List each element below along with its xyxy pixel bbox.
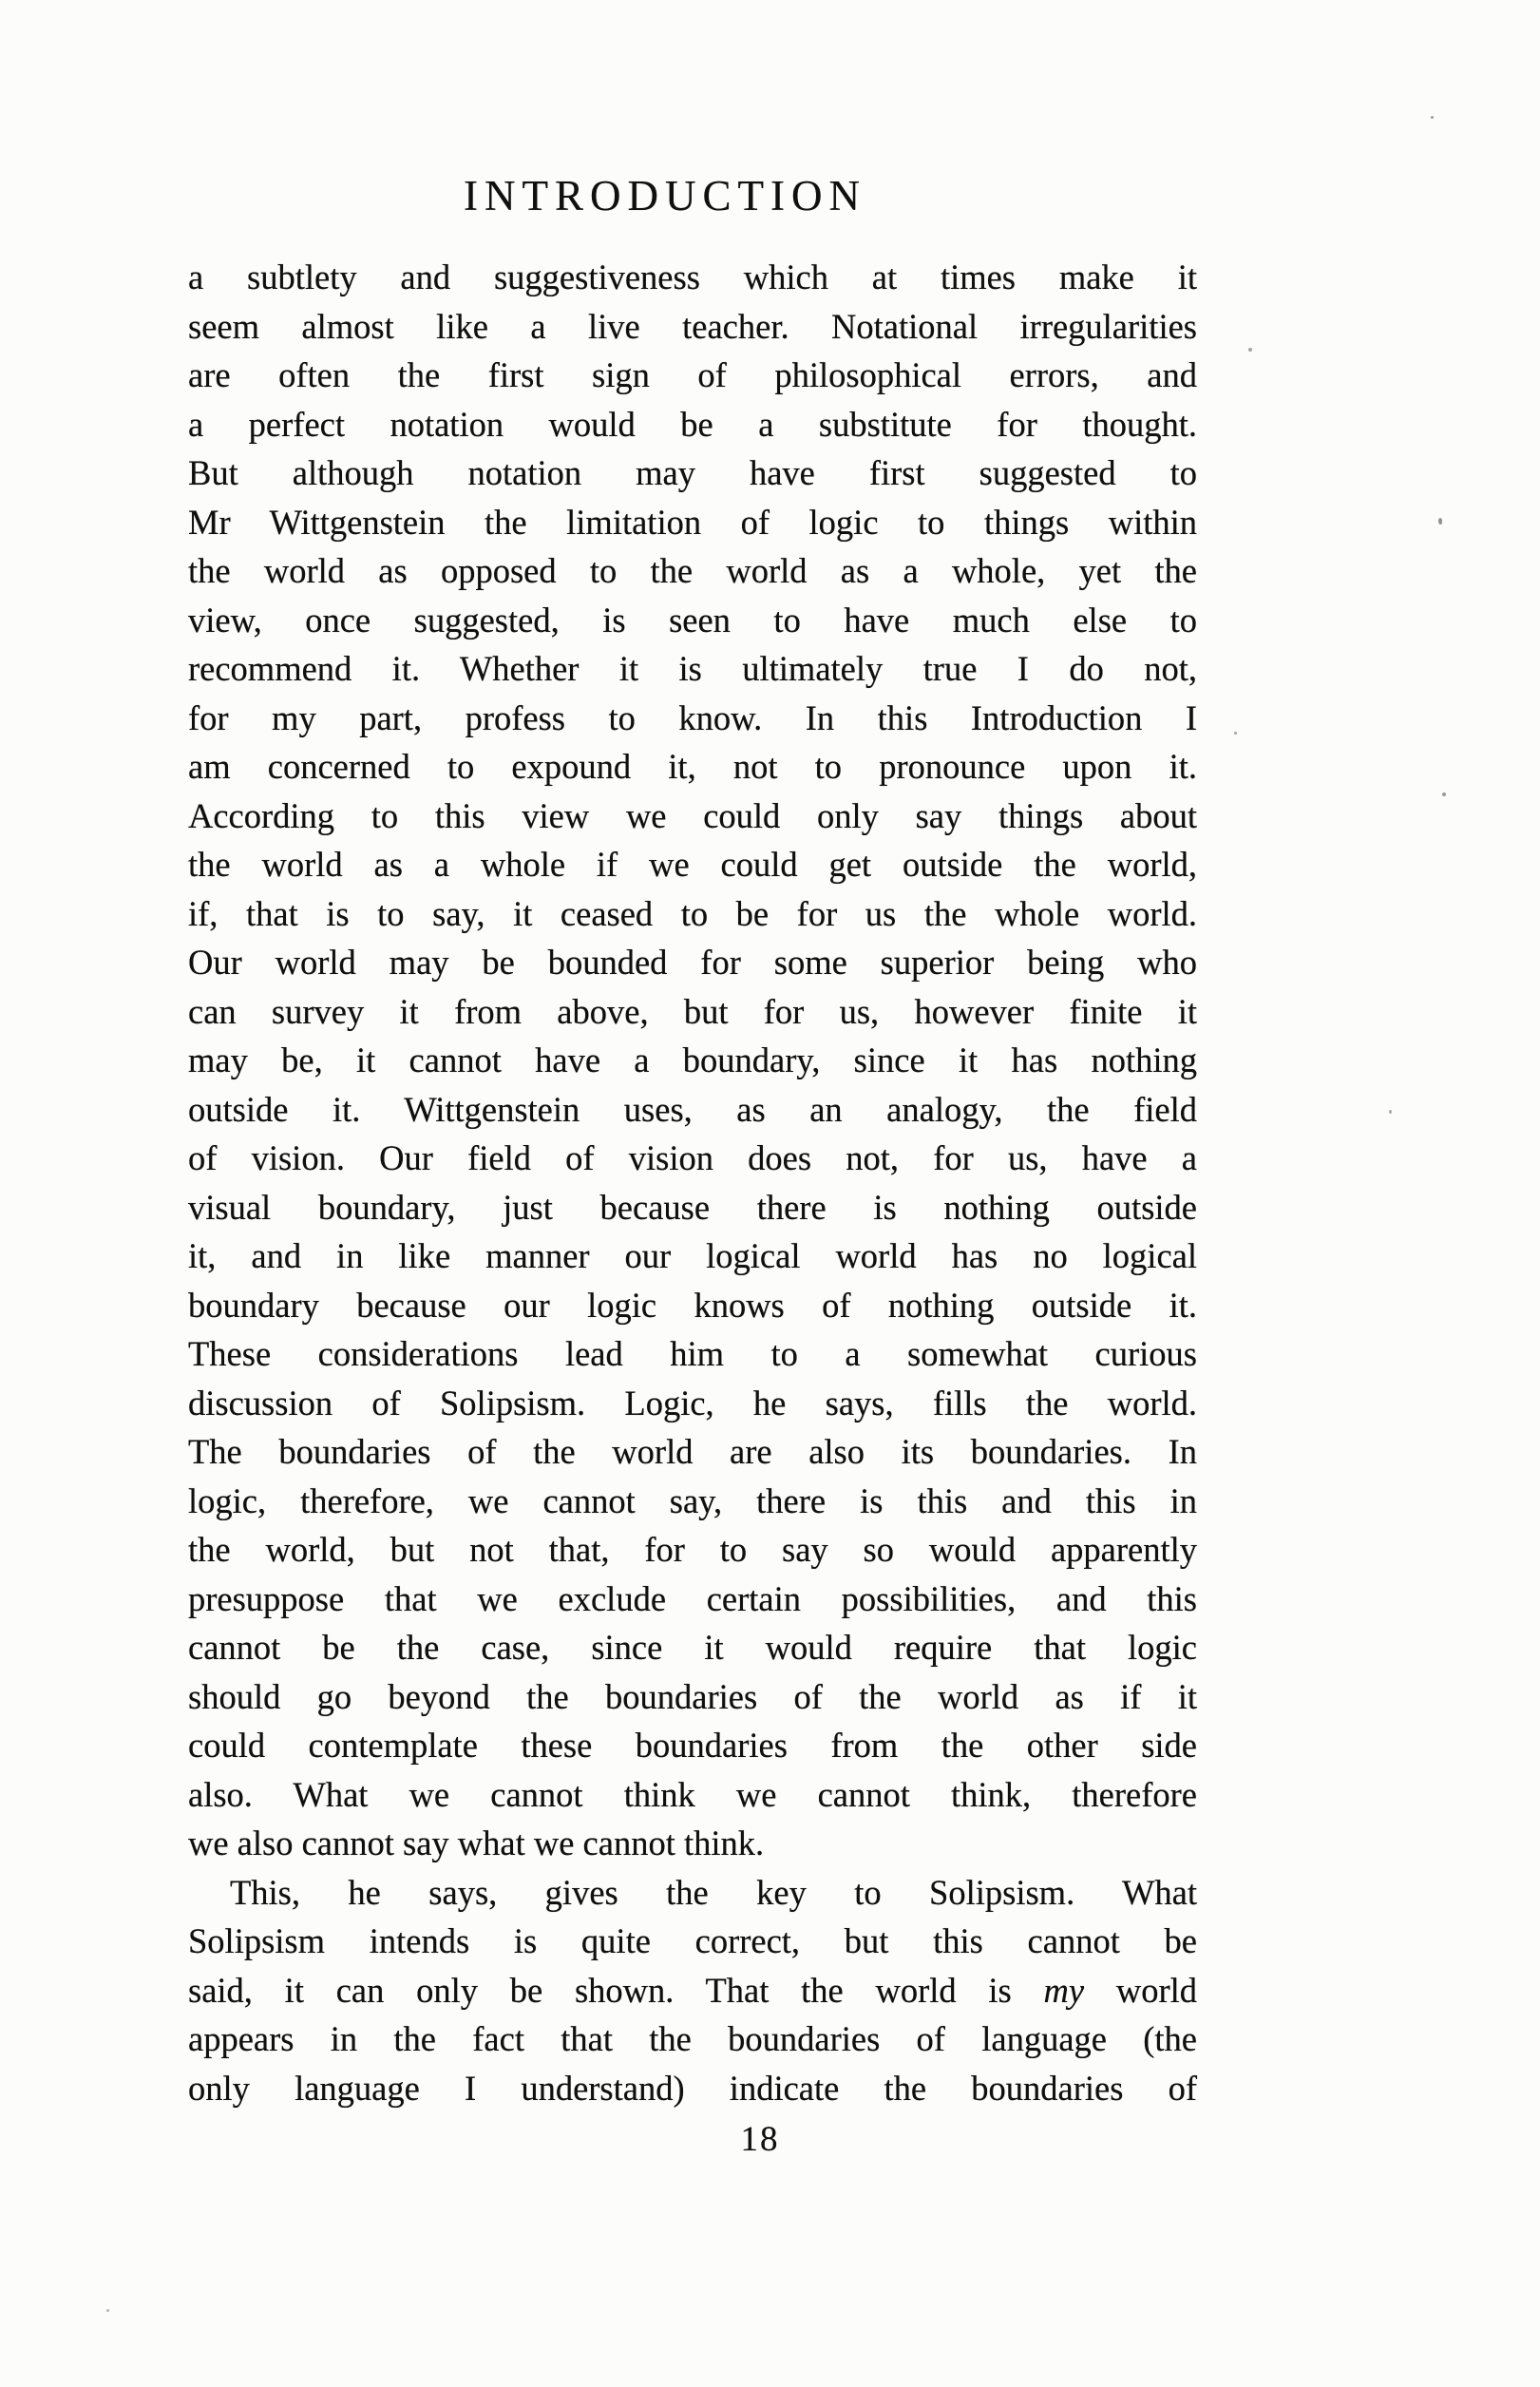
text-line: am concerned to expound it, not to pronounce upon it. [188,747,1197,786]
text-line: visual boundary, just because there is nothing outside [188,1187,1197,1227]
text-line: the world as opposed to the world as a whole, yet the [188,551,1197,590]
text-line: Mr Wittgenstein the limitation of logic to things within [188,502,1197,542]
text-line: it, and in like manner our logical world has no logical [188,1236,1197,1275]
text-line: for my part, profess to know. In this Introduction I [188,697,1197,737]
text-line [188,1966,1197,2015]
scan-speck [1248,348,1252,352]
text-line: outside it. Wittgenstein uses, as an analogy, the field [188,1089,1197,1129]
scan-speck [1438,518,1442,525]
text-line: logic, therefore, we cannot say, there is this and this in [188,1480,1197,1520]
text-line: Our world may be bounded for some superior being who [188,943,1197,982]
scan-speck [106,2309,109,2312]
text-line: a perfect notation would be a substitute for thought. [188,404,1197,444]
text-line: discussion of Solipsism. Logic, he says, fills the world. [188,1383,1197,1423]
text-block [188,253,1197,2112]
text-line: are often the first sign of philosophical errors, and [188,355,1197,394]
text-line: Solipsism intends is quite correct, but this cannot be [188,1921,1197,1960]
scan-speck [1442,792,1446,796]
text-segment: world [1084,1970,1198,2010]
text-line: The boundaries of the world are also its boundaries. In [188,1432,1197,1471]
page-number: 18 [740,2120,780,2159]
scan-speck [1389,1110,1392,1114]
scan-speck [1234,732,1237,735]
italic-word: my [1043,1970,1085,2010]
text-line: of vision. Our field of vision does not, for us, have a [188,1138,1197,1177]
text-line: may be, it cannot have a boundary, since it has nothing [188,1041,1197,1079]
text-line: According to this view we could only say things about [188,795,1197,835]
text-line: But although notation may have first suggested to [188,453,1197,492]
text-line: the world, but not that, for to say so would apparently [188,1530,1197,1569]
text-line: presuppose that we exclude certain possibilities, and this [188,1578,1197,1618]
text-line: should go beyond the boundaries of the world as if it [188,1676,1197,1716]
text-line: could contemplate these boundaries from the other side [188,1726,1197,1765]
text-line: This, he says, gives the key to Solipsism. What [230,1872,1197,1912]
text-line: we also cannot say what we cannot think. [188,1824,765,1862]
text-line: also. What we cannot think we cannot think, therefore [188,1774,1197,1814]
scan-speck [1431,116,1434,119]
text-line: if, that is to say, it ceased to be for us the whole world. [188,893,1197,933]
page-title: INTRODUCTION [464,172,866,220]
text-line: only language I understand) indicate the boundaries of [188,2068,1197,2108]
text-line: appears in the fact that the boundaries of language (the [188,2019,1197,2058]
text-line: These considerations lead him to a somewhat curious [188,1334,1197,1373]
text-line: seem almost like a live teacher. Notational irregularities [188,306,1197,346]
text-line: recommend it. Whether it is ultimately true I do not, [188,649,1197,688]
text-line: the world as a whole if we could get outside the world, [188,845,1197,884]
text-line: a subtlety and suggestiveness which at times make it [188,258,1197,296]
text-line: boundary because our logic knows of nothing outside it. [188,1285,1197,1325]
text-line: cannot be the case, since it would require that logic [188,1628,1197,1667]
text-line: view, once suggested, is seen to have much else to [188,600,1197,640]
text-segment: said, it can only be shown. That the world is [188,1970,1044,2010]
text-line: can survey it from above, but for us, however finite it [188,991,1197,1031]
